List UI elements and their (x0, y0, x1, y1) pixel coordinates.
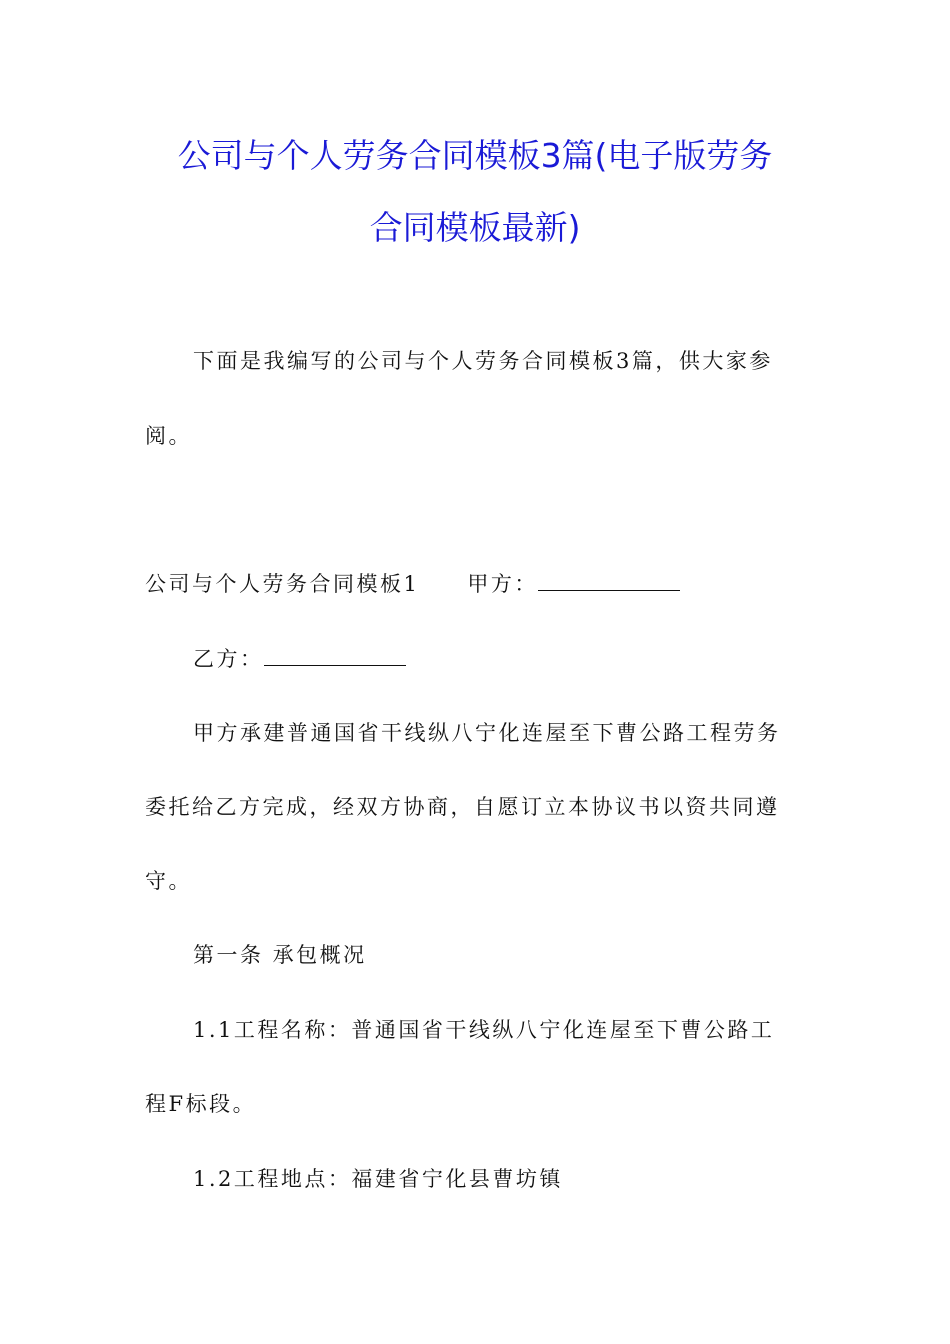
paragraph-1-line-3: 守。 (145, 869, 192, 893)
item-1-1-line-1: 1.1工程名称：普通国省干线纵八宁化连屋至下曹公路工 (193, 1018, 775, 1042)
intro-line-2: 阅。 (145, 424, 192, 448)
paragraph-1-line-1: 甲方承建普通国省干线纵八宁化连屋至下曹公路工程劳务 (193, 721, 781, 745)
article-1-heading: 第一条 承包概况 (193, 943, 367, 967)
contract-heading-row (145, 571, 680, 597)
intro-line-1: 下面是我编写的公司与个人劳务合同模板3篇，供大家参 (193, 349, 773, 373)
item-1-2: 1.2工程地点：福建省宁化县曹坊镇 (193, 1167, 563, 1191)
party-b-row (193, 646, 406, 672)
party-a-label: 甲方： (467, 572, 538, 596)
contract-heading: 公司与个人劳务合同模板1 (145, 572, 420, 596)
document-title-line-1: 公司与个人劳务合同模板3篇(电子版劳务 (177, 136, 773, 175)
party-b-blank (264, 647, 406, 666)
item-1-1-line-2: 程F标段。 (145, 1092, 257, 1116)
party-a-blank (538, 572, 680, 591)
document-title-line-2: 合同模板最新) (369, 208, 581, 247)
party-b-label: 乙方： (193, 647, 264, 671)
paragraph-1-line-2: 委托给乙方完成，经双方协商，自愿订立本协议书以资共同遵 (145, 795, 780, 819)
